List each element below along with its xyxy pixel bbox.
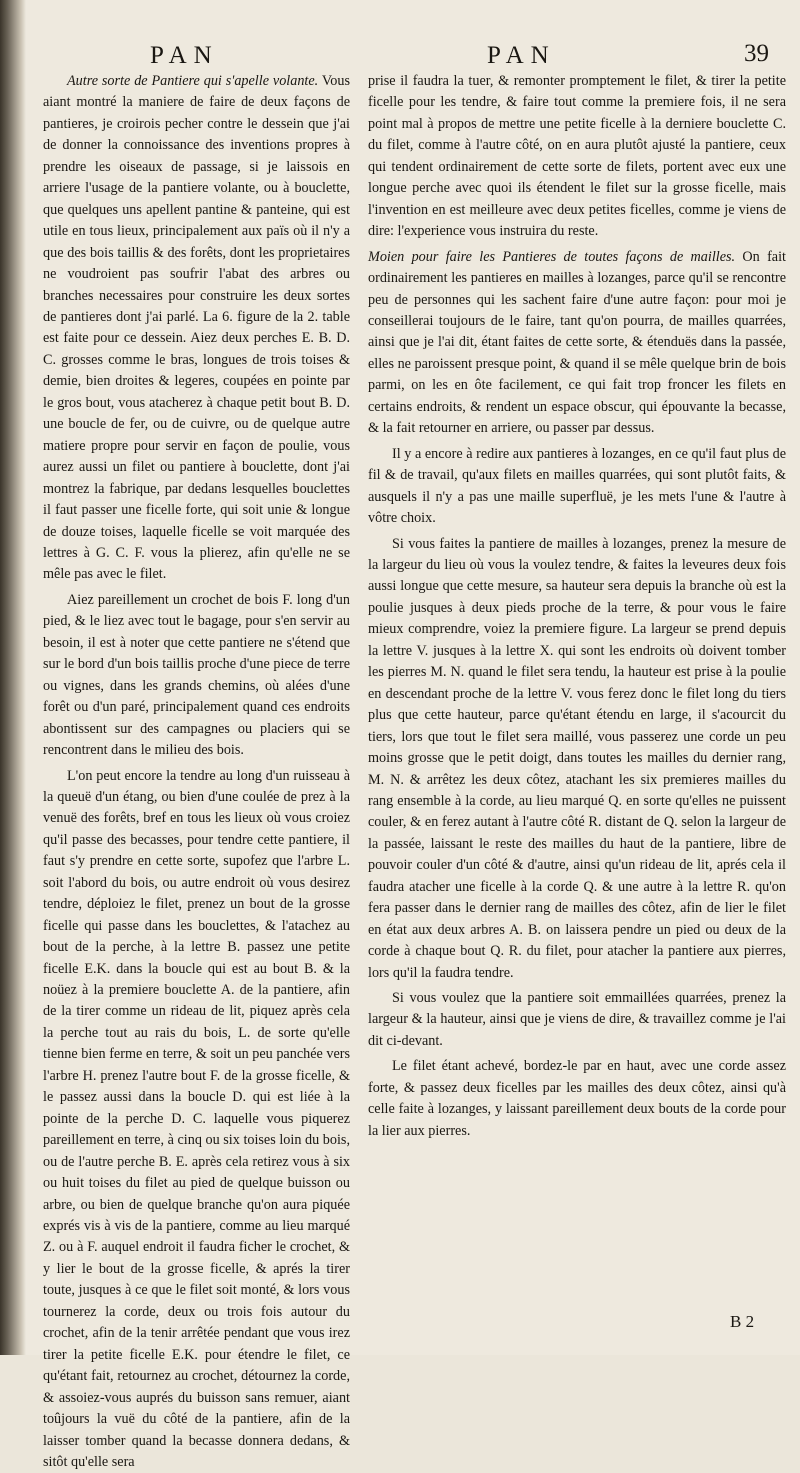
paragraph bbox=[368, 988, 786, 1052]
page-number: 39 bbox=[744, 40, 769, 68]
paragraph bbox=[43, 766, 350, 1473]
paragraph-text: prise il faudra la tuer, & remonter promptement le filet, & tirer la petite ficelle pour les tendre, & faire tout comme la premiere fois, il ne sera point mal à propos de mettre une petite ficelle à la derniere bouclette C. du filet, comme à l'autre côté, on en aura plutôt ajusté la pantiere, ceux qui tendent ordinairement de cette sorte de filets, portent avec eux une longue perche avec quoi ils étendent le filet sur la grosse ficelle, mais l'invention en est meilleure avec deux petites ficelles, comme je viens de dire: l'experience vous instruira du reste. bbox=[368, 73, 786, 239]
running-head-right: PAN bbox=[487, 42, 556, 70]
paragraph-text: On fait ordinairement les pantieres en mailles à lozanges, parce qu'il se rencontre peu de personnes qui les sachent faire d'une autre façon: pour moi je conseillerai toujours de le faire, tant qu'on pourra, de mailles quarrées, ainsi que je l'ai dit, étant faites de cette sorte, & étenduës dans la passée, elles ne paroissent presque point, & quand il se mêle quelque brin de bois parmi, on les en ôte facilement, ce qui fait trop froncer les filets en certains endroits, & rendent un espace obscur, qui épouvante la becasse, & la fait retourner en arriere, ou passer par dessus. bbox=[368, 249, 786, 437]
paragraph-text: L'on peut encore la tendre au long d'un ruisseau à la queuë d'un étang, ou bien d'une coulée de prez à la venuë des forêts, bref en tous les lieux où vous croiez qu'il passe des becasses, pour tendre cette pantiere, il faut s'y prendre en cette sorte, supofez que l'arbre L. soit l'abord du bois, ou autre endroit où vous desirez tendre, déploiez le filet, prenez un bout de la grosse ficelle qui passe dans les bouclettes, & l'atachez au bout de la perche, à la lettre B. passez une petite ficelle E.K. dans la boucle qui est au bout B. & la noüez à la premiere bouclette A. de la pantiere, afin de la tirer comme un rideau de lit, piquez après cela la perche tout au rais du bois, L. de sorte qu'elle tienne bien ferme en terre, & soit un peu panchée vers l'arbre H. prenez l'autre bout F. de la grosse ficelle, & le passez aussi dans la boucle D. qui est liée à la pointe de la perche D. C. laquelle vous piquerez pareillement en terre, à cinq ou six toises loin du bois, ou de l'autre perche B. E. après cela retirez vous à six ou huit toises du filet au pied de quelque buisson ou arbre, ou bien de quelque branche qu'on aura piquée exprés vis à vis de la pantiere, comme au lieu marqué Z. ou à F. auquel endroit il faudra ficher le crochet, & y lier le bout de la grosse ficelle, & aprés la tirer toute, jusques à ce que le filet soit monté, & lors vous tournerez la corde, deux ou trois fois autour du crochet, afin de la tenir arrêtée pendant que vous irez tirer la petite ficelle E.K. pour étendre le filet, ce qu'étant fait, retournez au crochet, détournez la corde, & assoiez-vous auprés du buisson sans remuer, aiant toûjours la vuë du côté de la pantiere, afin de la laisser tomber quand la becasse donnera dedans, & sitôt qu'elle sera bbox=[43, 768, 350, 1471]
paragraph bbox=[368, 247, 786, 440]
section-heading: Autre sorte de Pantiere qui s'apelle volante. bbox=[67, 73, 318, 89]
paragraph bbox=[368, 71, 786, 243]
paragraph bbox=[43, 590, 350, 762]
paragraph-text: Il y a encore à redire aux pantieres à lozanges, en ce qu'il faut plus de fil & de travail, qu'aux filets en mailles quarrées, qui sont plutôt faits, & ausquels il n'y a pas une maille superfluë, je les mets l'une & l'autre à vôtre choix. bbox=[368, 446, 786, 526]
paragraph-text: Aiez pareillement un crochet de bois F. long d'un pied, & le liez avec tout le bagage, pour s'en servir au besoin, il est à noter que cette pantiere ne s'étend que sur le bord d'un bois taillis proche d'une piece de terre ou vignes, dans les grands chemins, où alées d'une forêt ou d'un paré, principalement quand ces endroits abontissent sur des campagnes ou placiers qui se rencontrent dans le milieu des bois. bbox=[43, 592, 350, 758]
paragraph bbox=[43, 71, 350, 586]
paragraph-text: Vous aiant montré la maniere de faire de deux façons de pantieres, je croirois pecher contre le dessein que j'ai de donner la connoissance des inventions propres à prendre les oiseaux de passage, si je laissois en arriere l'usage de la pantiere volante, ou à bouclette, que quelques uns apellent pantine & panteine, qui est utile en tous lieux, principalement aux païs où il n'y a que des bois taillis & des forêts, dont les proprietaires ne voudroient pas soufrir l'abat des arbres ou branches necessaires pour construire les deux sortes de pantieres dont j'ai parlé. La 6. figure de la 2. table est faite pour ce dessein. Aiez deux perches E. B. D. C. grosses comme le bras, longues de trois toises & demie, bien droites & legeres, coupées en pointe par le gros bout, vous atacherez à chaque petit bout B. D. une boucle de fer, ou de cuivre, ou de quelque autre matiere propre pour servir en façon de poulie, vous aurez aussi un filet ou pantiere à bouclette, dont j'ai montrez la fabrique, par dedans lesquelles bouclettes il faut passer une ficelle forte, qui soit unie & longue de douze toises, laquelle ficelle se voit marquée des lettres à G. C. F. vous la plierez, afin qu'elle ne se mêle pas avec le filet. bbox=[43, 73, 350, 582]
paragraph-text: Si vous voulez que la pantiere soit emmaillées quarrées, prenez la largeur & la hauteur, ainsi que je viens de dire, & travaillez comme je l'ai dit ci-devant. bbox=[368, 990, 786, 1049]
text-column-left bbox=[43, 71, 350, 1291]
paragraph bbox=[368, 1056, 786, 1142]
running-head-left: PAN bbox=[150, 42, 219, 70]
paragraph-text: Le filet étant achevé, bordez-le par en haut, avec une corde assez forte, & passez deux ficelles par les mailles des deux côtez, ainsi qu'à celle faite à lozanges, y laissant pareillement deux bouts de la corde pour la lier aux pierres. bbox=[368, 1058, 786, 1138]
paragraph bbox=[368, 534, 786, 985]
section-heading: Moien pour faire les Pantieres de toutes façons de mailles. bbox=[368, 249, 735, 265]
text-column-right bbox=[368, 71, 786, 1291]
paragraph bbox=[368, 444, 786, 530]
paragraph-text: Si vous faites la pantiere de mailles à lozanges, prenez la mesure de la largeur du lieu où vous la voulez tendre, & faites la leveures deux fois aussi longue que cette mesure, sa hauteur sera depuis la branche où est la poulie jusques à deux pieds proche de la terre, & pour vous le faire mieux comprendre, voiez la premiere figure. La largeur se prend depuis la lettre V. jusques à la lettre X. qui sont les endroits où doivent tomber les pierres M. N. quand le filet sera tendu, la hauteur est prise à la poulie en descendant proche de la lettre V. vous ferez donc le filet long du tiers plus que cette hauteur, parce qu'étant étendu en large, il s'acourcit du tiers, lors que tout le filet sera maillé, vous passerez une corde un peu moins grosse que le petit doigt, dans toutes les mailles du dernier rang, M. N. & arrêtez les deux côtez, atachant les six premieres mailles du rang ensemble à la corde, au lieu marqué Q. en sorte qu'elles ne puissent couler, & en ferez autant à l'autre côté R. distant de Q. selon la largeur de la passée, laissant le reste des mailles du haut de la pantiere, libre de pouvoir couler d'un côté & d'autre, ainsi qu'un rideau de lit, aprés cela il faudra atacher une ficelle à la corde Q. & une autre à la lettre R. qu'on fera passer dans le dernier rang de mailles des côtez, afin de lier le filet en état aux deux arbres A. B. on laissera pendre un pied ou deux de la corde à chaque bout Q. R. du filet, pour atacher la pantiere aux pierres, lors qu'il la faudra tendre. bbox=[368, 536, 786, 981]
page-binding-shadow bbox=[0, 0, 26, 1355]
signature-mark: B 2 bbox=[730, 1312, 754, 1332]
